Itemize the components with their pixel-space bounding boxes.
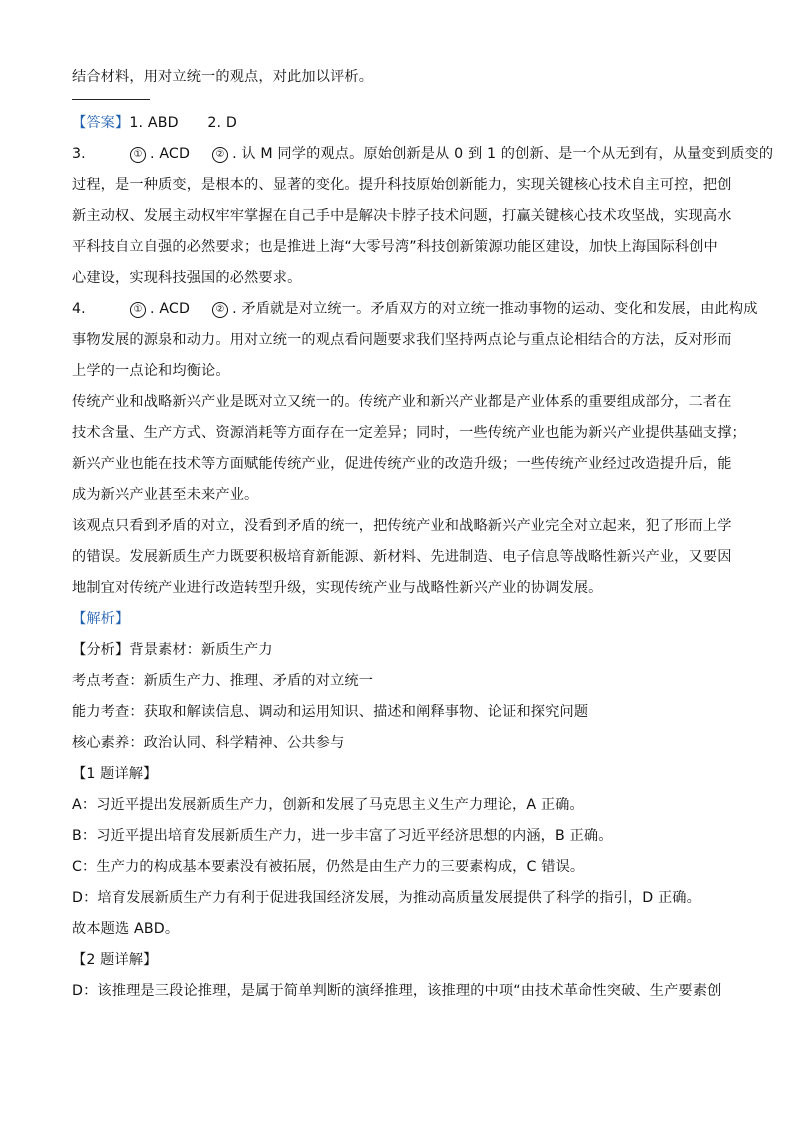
q4-line: 的错误。发展新质生产力既要积极培育新能源、新材料、先进制造、电子信息等战略性新兴产业，又要因 <box>72 549 732 565</box>
q3-sub2-marker: ② <box>212 147 228 163</box>
q3-line: 过程，是一种质变，是根本的、显著的变化。提升科技原始创新能力，实现关键核心技术自主可控，把创 <box>72 177 732 193</box>
detail2-label: 【2 题详解】 <box>72 952 158 968</box>
q4-number: 4. <box>72 301 86 317</box>
q3-line: 新主动权、发展主动权牢牢掌握在自己手中是解决卡脖子技术问题，打赢关键核心技术攻坚战，实现高水 <box>72 208 732 224</box>
q3-sub1-marker: ① <box>130 147 146 163</box>
q3-sub1-answer: . ACD <box>150 146 191 162</box>
q4-sub2-marker: ② <box>212 302 228 318</box>
detail1-line: C：生产力的构成基本要素没有被拓展，仍然是由生产力的三要素构成，C 错误。 <box>72 859 585 875</box>
divider-rule <box>72 99 150 100</box>
q4-line: 成为新兴产业甚至未来产业。 <box>72 487 259 503</box>
document-page <box>72 62 774 1007</box>
analysis-line: 【分析】背景素材：新质生产力 <box>72 642 273 658</box>
analysis-line: 核心素养：政治认同、科学精神、公共参与 <box>72 735 345 751</box>
q4-line: 传统产业和战略新兴产业是既对立又统一的。传统产业和新兴产业都是产业体系的重要组成部分，二者在 <box>72 394 732 410</box>
q4-line: 地制宜对传统产业进行改造转型升级，实现传统产业与战略性新兴产业的协调发展。 <box>72 580 603 596</box>
analysis-line: 考点考查：新质生产力、推理、矛盾的对立统一 <box>72 673 374 689</box>
answer-text: 1. ABD 2. D <box>129 115 237 131</box>
detail1-label: 【1 题详解】 <box>72 766 158 782</box>
analysis-label: 【解析】 <box>72 611 130 627</box>
q3-line: 心建设，实现科技强国的必然要求。 <box>72 270 302 286</box>
answer-line <box>72 108 732 139</box>
q4-line: 事物发展的源泉和动力。用对立统一的观点看问题要求我们坚持两点论与重点论相结合的方法，反对形而 <box>72 332 732 348</box>
q4-sub1-marker: ① <box>130 302 146 318</box>
detail1-line: A：习近平提出发展新质生产力，创新和发展了马克思主义生产力理论，A 正确。 <box>72 797 584 813</box>
q3-first-line <box>72 139 774 170</box>
q4-line: 上学的一点论和均衡论。 <box>72 363 230 379</box>
q4-line: 技术含量、生产方式、资源消耗等方面存在一定差异；同时，一些传统产业也能为新兴产业提供基础支撑； <box>72 425 746 441</box>
q4-first-line <box>72 294 758 325</box>
q3-number: 3. <box>72 146 86 162</box>
detail2-line: D：该推理是三段论推理，是属于简单判断的演绎推理，该推理的中项“由技术革命性突破、生产要素创 <box>72 983 722 999</box>
detail1-line: 故本题选 ABD。 <box>72 921 180 937</box>
q4-sub2-answer: . 矛盾就是对立统一。矛盾双方的对立统一推动事物的运动、变化和发展，由此构成 <box>232 301 758 317</box>
q4-line: 该观点只看到矛盾的对立，没看到矛盾的统一，把传统产业和战略新兴产业完全对立起来，犯了形而上学 <box>72 518 732 534</box>
answer-label: 【答案】 <box>72 115 130 131</box>
q4-sub1-answer: . ACD <box>150 301 191 317</box>
analysis-line: 能力考查：获取和解读信息、调动和运用知识、描述和阐释事物、论证和探究问题 <box>72 704 589 720</box>
q3-line: 平科技自立自强的必然要求；也是推进上海“大零号湾”科技创新策源功能区建设，加快上海国际科创中 <box>72 239 718 255</box>
detail1-line: B：习近平提出培育发展新质生产力，进一步丰富了习近平经济思想的内涵，B 正确。 <box>72 828 613 844</box>
intro-text: 结合材料，用对立统一的观点，对此加以评析。 <box>72 69 374 85</box>
detail1-line: D：培育发展新质生产力有利于促进我国经济发展，为推动高质量发展提供了科学的指引，D 正确。 <box>72 890 701 906</box>
q4-line: 新兴产业也能在技术等方面赋能传统产业，促进传统产业的改造升级；一些传统产业经过改造提升后，能 <box>72 456 732 472</box>
q3-sub2-answer: . 认 M 同学的观点。原始创新是从 0 到 1 的创新、是一个从无到有，从量变到质变的 <box>232 146 774 162</box>
